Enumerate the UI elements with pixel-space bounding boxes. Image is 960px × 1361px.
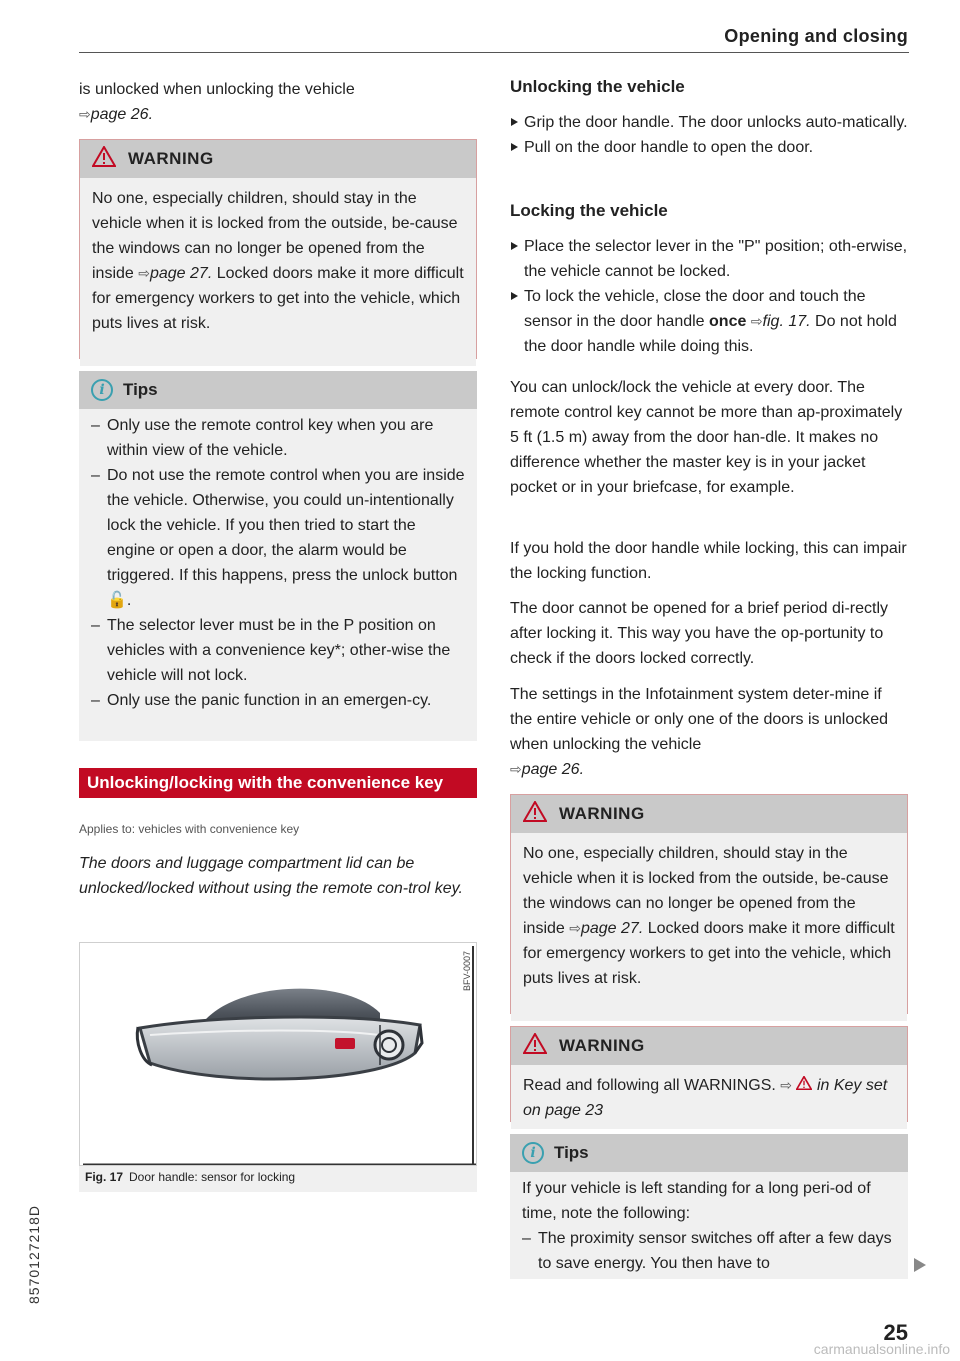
info-circle-icon: i <box>522 1142 544 1164</box>
warning-header <box>511 1027 907 1065</box>
continue-arrow-icon <box>914 1258 926 1272</box>
warning-body: No one, especially children, should stay in the vehicle when it is locked from the outside, be-cause the windows can no longer be opened from the inside ⇨page 27. Locked doors make it more difficult for emergency workers to get into the vehicle, which puts lives at risk. <box>80 178 476 366</box>
tips-body <box>510 1172 908 1282</box>
page-ref-link[interactable]: page 26. <box>521 761 585 778</box>
step-item: Place the selector lever in the "P" position; oth-erwise, the vehicle cannot be locked. <box>510 234 908 284</box>
door-handle-image <box>80 943 476 1165</box>
header-rule <box>79 52 909 53</box>
intro-line: is unlocked when unlocking the vehicle <box>79 81 355 98</box>
figure-caption: Fig. 17 Door handle: sensor for locking <box>79 1166 477 1192</box>
paragraph: The settings in the Infotainment system deter-mine if the entire vehicle or only one of the doors is unlocked when unlocking the vehicle ⇨page 26. <box>510 686 889 778</box>
ref-arrow-icon: ⇨ <box>138 265 150 281</box>
ref-arrow-icon: ⇨ <box>510 761 522 777</box>
warning-triangle-icon <box>523 801 547 827</box>
step-item: Grip the door handle. The door unlocks auto-matically. <box>510 110 908 135</box>
paragraph: You can unlock/lock the vehicle at every door. The remote control key cannot be more than ap-proximately 5 ft (1.5 m) away from the door han-dle. It makes no difference whether the master key is in your jacket pocket or in your briefcase, for example. <box>510 379 903 496</box>
warning-body: Read and following all WARNINGS. ⇨ in Key set on page 23 <box>511 1065 907 1129</box>
tip-item: – Do not use the remote control when you are inside the vehicle. Otherwise, you could un-intentionally lock the vehicle. If you then tried to start the engine or open a door, the alarm would be triggered. If this happens, press the unlock button 🔓. <box>91 463 465 613</box>
watermark: carmanualsonline.info <box>813 1341 950 1357</box>
warning-box-2 <box>510 794 908 1014</box>
ref-arrow-icon: ⇨ <box>780 1077 793 1093</box>
tips-intro: If your vehicle is left standing for a long peri-od of time, note the following: <box>522 1180 871 1222</box>
warning-triangle-icon <box>92 146 116 172</box>
page-ref-link[interactable]: page 27. <box>580 920 644 937</box>
intro-text <box>79 77 477 127</box>
paragraph: If you hold the door handle while locking, this can impair the locking function. <box>510 540 907 582</box>
warning-triangle-icon <box>523 1033 547 1059</box>
paragraph: The door cannot be opened for a brief period di-rectly after locking it. This way you have the op-portunity to check if the doors locked correctly. <box>510 600 889 667</box>
warning-title: WARNING <box>559 1036 645 1055</box>
warning-body: No one, especially children, should stay in the vehicle when it is locked from the outside, be-cause the windows can no longer be opened from the inside ⇨page 27. Locked doors make it more difficult for emergency workers to get into the vehicle, which puts lives at risk. <box>511 833 907 1021</box>
unlock-heading: Unlocking the vehicle <box>510 77 685 96</box>
page-ref-link[interactable]: page 27. <box>149 265 213 282</box>
document-code: 8570127218D <box>26 1205 42 1304</box>
lock-heading: Locking the vehicle <box>510 201 668 220</box>
warning-header <box>511 795 907 833</box>
warning-box-3 <box>510 1026 908 1122</box>
warning-header <box>80 140 476 178</box>
tip-item: – The proximity sensor switches off after a few days to save energy. You then have to <box>522 1226 896 1276</box>
step-item: Pull on the door handle to open the door. <box>510 135 908 160</box>
page-ref-link[interactable]: in Key set on page 23 <box>523 1077 888 1119</box>
tip-item: – Only use the panic function in an emergen-cy. <box>91 688 465 713</box>
applies-to: Applies to: vehicles with convenience key <box>79 822 300 836</box>
tips-box-1 <box>79 371 477 741</box>
figure-code: BFV-0007 <box>462 951 472 992</box>
door-handle-illustration <box>79 942 477 1166</box>
ref-arrow-icon: ⇨ <box>569 920 581 936</box>
fig-ref-link[interactable]: fig. 17. <box>762 313 811 330</box>
unlock-steps <box>510 110 908 160</box>
warning-box-1 <box>79 139 477 359</box>
tips-header <box>79 371 477 409</box>
warning-title: WARNING <box>559 804 645 823</box>
section-heading: Unlocking/locking with the convenience key <box>79 768 477 798</box>
ref-arrow-icon: ⇨ <box>79 106 91 122</box>
page-number: 25 <box>883 1320 908 1345</box>
tips-title: Tips <box>123 380 158 399</box>
lock-steps <box>510 234 908 359</box>
page-ref-link[interactable]: page 26. <box>90 106 154 123</box>
ref-arrow-icon: ⇨ <box>750 313 763 329</box>
tips-header <box>510 1134 908 1172</box>
tips-body <box>79 409 477 719</box>
warning-title: WARNING <box>128 149 214 168</box>
lead-paragraph: The doors and luggage compartment lid can be unlocked/locked without using the remote con-trol key. <box>79 855 463 897</box>
warning-triangle-small-icon <box>796 1077 812 1094</box>
section-title: Opening and closing <box>724 26 908 46</box>
tip-item: – Only use the remote control key when you are within view of the vehicle. <box>91 413 465 463</box>
tips-title: Tips <box>554 1143 589 1162</box>
info-circle-icon: i <box>91 379 113 401</box>
figure-17 <box>79 942 477 1192</box>
tip-item: – The selector lever must be in the P position on vehicles with a convenience key*; other-wise the vehicle will not lock. <box>91 613 465 688</box>
tips-box-2 <box>510 1134 908 1279</box>
step-item: To lock the vehicle, close the door and touch the sensor in the door handle once ⇨fig. 17. Do not hold the door handle while doing this. <box>510 284 908 359</box>
